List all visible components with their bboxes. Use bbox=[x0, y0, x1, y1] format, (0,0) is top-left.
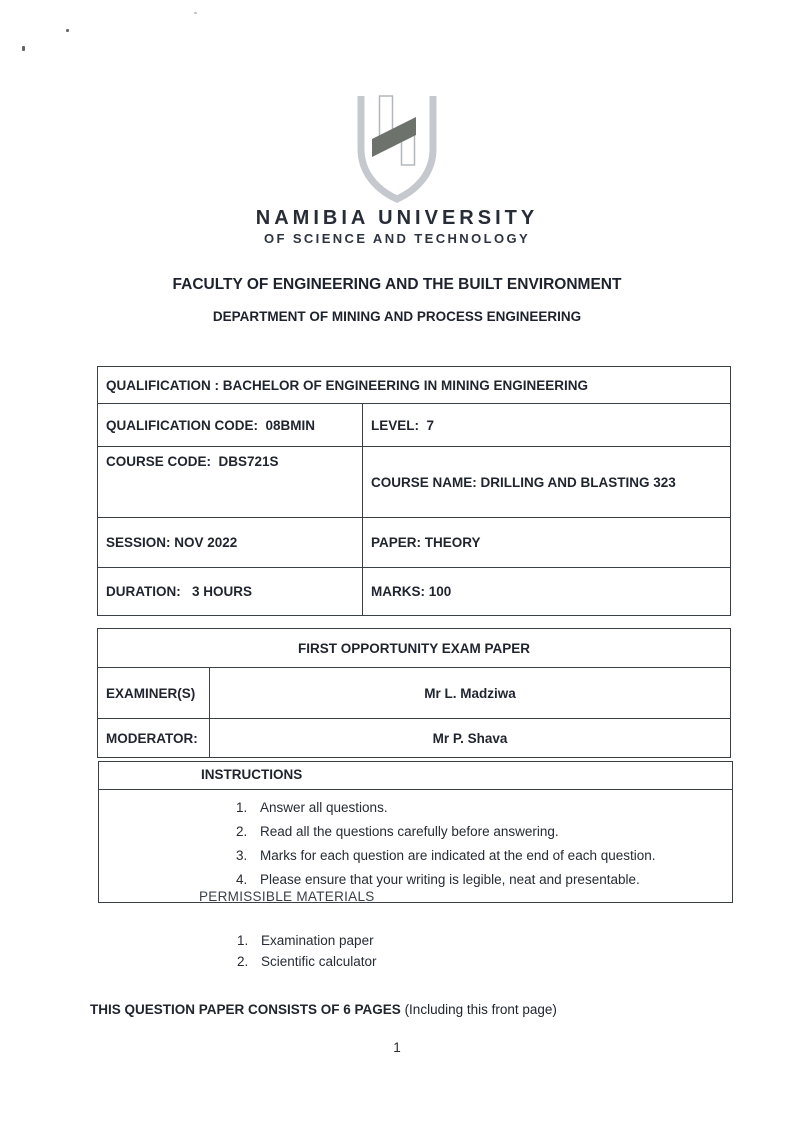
examiner-value-cell: Mr L. Madziwa bbox=[210, 668, 731, 719]
scan-speck bbox=[194, 12, 197, 14]
department-heading: DEPARTMENT OF MINING AND PROCESS ENGINEERING bbox=[212, 309, 582, 324]
page-count-bold: THIS QUESTION PAPER CONSISTS OF 6 PAGES bbox=[90, 1002, 401, 1017]
scan-speck bbox=[22, 46, 25, 51]
moderator-label-cell: MODERATOR: bbox=[98, 719, 210, 758]
qualification-code-cell: QUALIFICATION CODE: 08BMIN bbox=[98, 404, 363, 447]
instruction-item: 1. Answer all questions. bbox=[251, 796, 732, 820]
instruction-item: 2. Read all the questions carefully before answering. bbox=[251, 820, 732, 844]
university-shield-icon bbox=[351, 93, 443, 205]
session-cell: SESSION: NOV 2022 bbox=[98, 518, 363, 568]
permissible-materials-list bbox=[0, 930, 377, 972]
moderator-value-cell: Mr P. Shava bbox=[210, 719, 731, 758]
qualification-cell: QUALIFICATION : BACHELOR OF ENGINEERING IN MINING ENGINEERING bbox=[98, 367, 731, 404]
course-name-cell: COURSE NAME: DRILLING AND BLASTING 323 bbox=[363, 447, 731, 518]
scan-speck bbox=[66, 29, 69, 32]
instructions-title: INSTRUCTIONS bbox=[99, 762, 732, 790]
faculty-heading: FACULTY OF ENGINEERING AND THE BUILT ENVIRONMENT bbox=[172, 276, 622, 293]
duration-cell: DURATION: 3 HOURS bbox=[98, 568, 363, 616]
university-name: NAMIBIA UNIVERSITY bbox=[255, 207, 539, 229]
page-number: 1 bbox=[393, 1040, 401, 1055]
material-item: 2. Scientific calculator bbox=[252, 951, 377, 972]
level-cell: LEVEL: 7 bbox=[363, 404, 731, 447]
course-info-table bbox=[97, 366, 731, 616]
examiner-label-cell: EXAMINER(S) bbox=[98, 668, 210, 719]
university-tagline: OF SCIENCE AND TECHNOLOGY bbox=[263, 231, 531, 246]
exam-paper-table bbox=[97, 628, 731, 758]
marks-cell: MARKS: 100 bbox=[363, 568, 731, 616]
course-code-cell: COURSE CODE: DBS721S bbox=[98, 447, 363, 518]
instructions-box bbox=[98, 761, 733, 903]
instruction-item: 3. Marks for each question are indicated at the end of each question. bbox=[251, 844, 732, 868]
exam-paper-title-cell: FIRST OPPORTUNITY EXAM PAPER bbox=[98, 629, 731, 668]
instruction-item: 4. Please ensure that your writing is legible, neat and presentable. bbox=[251, 868, 732, 892]
instructions-list bbox=[99, 796, 732, 892]
page-count-note bbox=[90, 1002, 557, 1017]
material-item: 1. Examination paper bbox=[252, 930, 377, 951]
page-count-regular: (Including this front page) bbox=[404, 1002, 557, 1017]
permissible-materials-title: PERMISSIBLE MATERIALS bbox=[199, 889, 375, 904]
paper-cell: PAPER: THEORY bbox=[363, 518, 731, 568]
